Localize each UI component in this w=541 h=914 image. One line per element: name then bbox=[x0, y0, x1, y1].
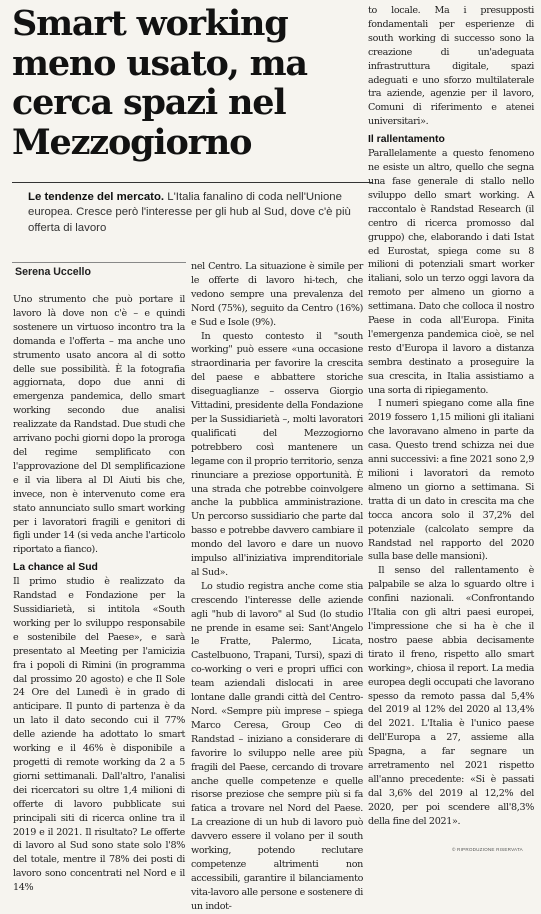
column-1 bbox=[13, 293, 185, 894]
column-3 bbox=[368, 4, 534, 827]
headline: Smart working meno usato, ma cerca spazi nel Mezzogiorno bbox=[12, 3, 307, 163]
summary-text: L'Italia fanalino di coda nell'Unione europea. Cresce però l'interesse per gli hub al Sud, dove c'è più offerta di lavoro bbox=[28, 191, 351, 234]
copyright-notice: © RIPRODUZIONE RISERVATA bbox=[452, 847, 523, 852]
subhead-chance-sud: La chance al Sud bbox=[13, 562, 98, 574]
summary bbox=[28, 190, 358, 236]
paragraph: Il primo studio è realizzato da Randstad e Fondazione per la Sussidiarietà, si intitola «South working per lo sviluppo responsabile e sostenibile del Paese», e sarà presentato al Meeting per l'amicizia fra i popoli di Rimini (in programma dal prossimo 20 agosto) e che Il Sole 24 Ore del Lunedì è in grado di anticipare. Il punto di partenza è da un lato il dato secondo cui il 77% delle aziende ha adottato lo smart working e il 46% è disponibile a progetti di remote working da 2 a 5 giorni settimanali. Dall'altro, l'analisi dei ricercatori su oltre 1,4 milioni di offerte di lavoro pubblicate sui principali siti di ricerca online tra il 2019 e il 2021. Il risultato? Le offerte di lavoro al Sud sono state solo l'8% del totale, mentre il 78% dei posti di lavoro sono concentrati nel Nord e il 14% bbox=[13, 576, 185, 894]
headline-rule bbox=[12, 182, 372, 183]
paragraph: In questo contesto il "south working" può essere «una occasione straordinaria per favorire la crescita del paese e abbattere storiche diseguaglianze – osserva Giorgio Vittadini, presidente della Fondazione per la Sussidiarietà –, molti lavoratori qualificati del Mezzogiorno potrebbero così mantenere un legame con il proprio territorio, senza rinunciare a preziose opportunità. È una strada che potrebbe coinvolgere anche la pubblica amministrazione. Un percorso sussidiario che parte dal basso e potrebbe davvero cambiare il mondo del lavoro e dare un nuovo impulso all'iniziativa imprenditoriale al Sud». bbox=[191, 330, 363, 578]
paragraph: Uno strumento che può portare il lavoro là dove non c'è – e quindi sostenere un virtuoso incontro tra la domanda e l'offerta – ma anche uno strumento usato ancora al di sotto delle sue possibilità. È la fotografia aggiornata, dopo due anni di emergenza pandemica, dello smart working secondo due analisi realizzate da Randstad. Due studi che arrivano pochi giorni dopo la proroga del regime semplificato con l'approvazione del Dl semplificazione e il via libera al Dl Aiuti bis che, invece, non è intervenuto come era stato annunciato sullo smart working per i lavoratori fragili e genitori di figli under 14 (si veda anche l'articolo riportato a fianco). bbox=[13, 294, 185, 556]
paragraph: to locale. Ma i presupposti fondamentali per esperienze di south working di successo sono la creazione di un'adeguata infrastruttura digitale, spazi adeguati e uno sforzo multilaterale tra aziende, agenzie per il lavoro, Comuni di riferimento e atenei universitari». bbox=[368, 5, 534, 128]
summary-lead: Le tendenze del mercato. bbox=[28, 191, 165, 203]
column-2 bbox=[191, 260, 363, 912]
subhead-rallentamento: Il rallentamento bbox=[368, 134, 445, 146]
byline-rule bbox=[12, 262, 186, 263]
paragraph: Parallelamente a questo fenomeno ne esiste un altro, quello che segna una fase generale di stallo nello sviluppo dello smart working. A raccontalo è Randstad Research (il centro di ricerca promosso dal gruppo) che, elaborando i dati Istat ed Eurostat, spiega come su 8 milioni di potenziali smart worker italiani, solo un terzo oggi lavora da remoto per almeno un giorno a settimana. Dato che colloca il nostro Paese in coda all'Europa. Finita l'emergenza pandemica cioè, se nel resto d'Europa il lavoro a distanza sembra destinato a proseguire la sua crescita, in Italia assistiamo a una sorta di ripiegamento. bbox=[368, 148, 534, 396]
paragraph: nel Centro. La situazione è simile per le offerte di lavoro hi-tech, che vedono sempre una prevalenza del Nord (75%), seguito da Centro (16%) e Sud e Isole (9%). bbox=[191, 261, 363, 328]
paragraph: Lo studio registra anche come stia crescendo l'interesse delle aziende agli "hub di lavoro" al Sud (lo studio ne prende in esame sei: Sant'Angelo le Fratte, Palermo, Licata, Castelbuono, Trapani, Tursi), spazi di co-working o veri e propri uffici con team aziendali dislocati in aree lontane dalle grandi città del Centro-Nord. «Sempre più imprese – spiega Marco Ceresa, Group Ceo di Randstad – iniziano a considerare di favorire lo sviluppo nelle aree più fragili del Paese, cercando di trovare anche quelle competenze e quelle risorse preziose che sempre più si fa fatica a trovare nel Nord del Paese. La creazione di un hub di lavoro può davvero essere il volano per il south working, potendo reclutare competenze altrimenti non accessibili, garantire il bilanciamento vita-lavoro alle persone e sostenere di un indot- bbox=[191, 580, 363, 912]
paragraph: I numeri spiegano come alla fine 2019 fossero 1,15 milioni gli italiani che lavoravano almeno in parte da casa. Questo trend schizza nei due anni successivi: a fine 2021 sono 2,9 milioni i lavoratori da remoto almeno un giorno a settimana. Si tratta di un dato in crescita ma che tocca ancora solo il 37,2% del potenziale (calcolato sempre da Randstad nel rapporto del 2020 sulla base delle mansioni). bbox=[368, 398, 534, 563]
byline: Serena Uccello bbox=[15, 266, 91, 278]
paragraph: Il senso del rallentamento è palpabile se alza lo sguardo oltre i confini nazionali. «Confrontando l'Italia con gli altri paesi europei, l'impressione che si ha è che il nostro paese abbia decisamente tirato il freno, rispetto allo smart working», chiosa il report. La media europea degli occupati che lavorano spesso da remoto passa dal 5,4% del 2019 al 12% del 2020 al 13,4% del 2021. L'Italia è l'unico paese dell'Europa a 27, assieme alla Spagna, a far segnare un arretramento nel 2021 rispetto all'anno precedente: «Si è passati dal 3,6% del 2019 al 12,2% del 2020, per poi scendere all'8,3% della fine del 2021». bbox=[368, 565, 534, 827]
